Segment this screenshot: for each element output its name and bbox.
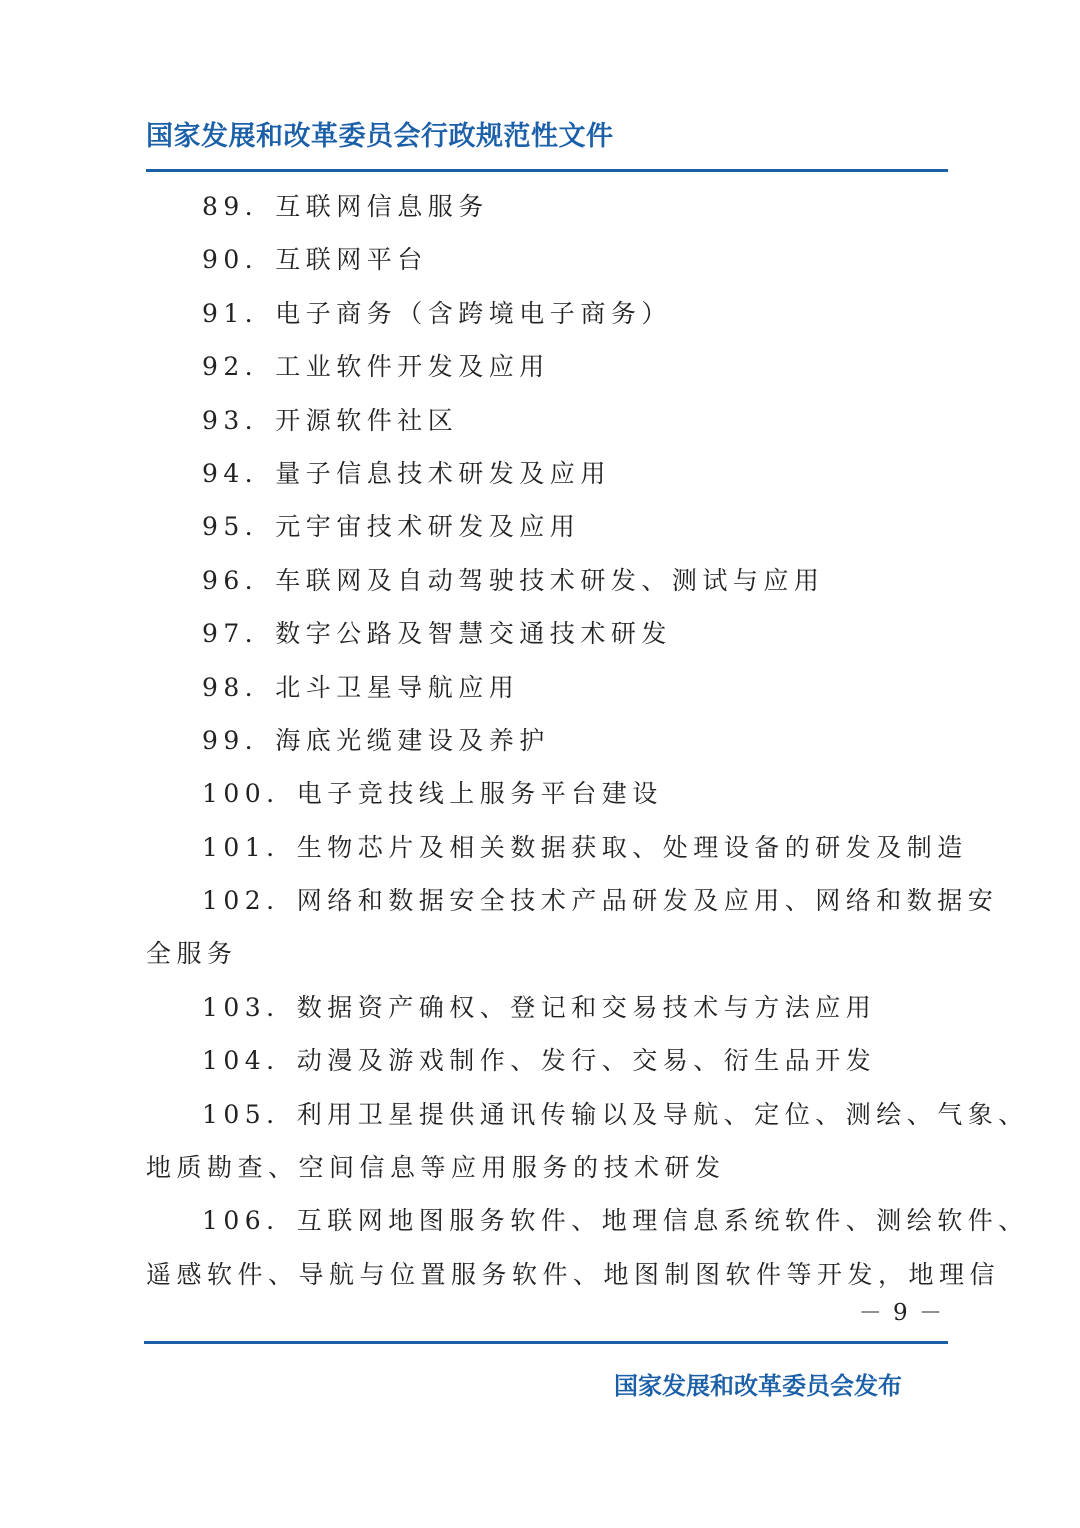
list-item: 93．开源软件社区	[202, 405, 459, 435]
list-item-continuation: 地质勘查、空间信息等应用服务的技术研发	[146, 1153, 726, 1183]
list-item: 91．电子商务（含跨境电子商务）	[202, 298, 672, 328]
document-body	[146, 180, 1029, 1301]
list-item: 104．动漫及游戏制作、发行、交易、衍生品开发	[202, 1046, 877, 1076]
page-number: － 9 －	[858, 1300, 944, 1326]
list-item: 89．互联网信息服务	[202, 192, 489, 221]
document-footer-title: 国家发展和改革委员会发布	[614, 1372, 902, 1400]
list-item: 100．电子竞技线上服务平台建设	[202, 779, 663, 809]
list-item-continuation: 全服务	[146, 939, 238, 969]
list-item: 96．车联网及自动驾驶技术研发、测试与应用	[202, 565, 825, 595]
list-item: 98．北斗卫星导航应用	[202, 672, 520, 702]
list-item: 99．海底光缆建设及养护	[202, 725, 550, 755]
list-item: 90．互联网平台	[202, 245, 428, 275]
list-item: 103．数据资产确权、登记和交易技术与方法应用	[202, 992, 877, 1022]
list-item: 95．元宇宙技术研发及应用	[202, 512, 581, 542]
header-divider	[146, 169, 948, 172]
list-item: 97．数字公路及智慧交通技术研发	[202, 619, 672, 649]
footer-divider	[144, 1341, 948, 1344]
list-item: 92．工业软件开发及应用	[202, 352, 550, 382]
document-header-title: 国家发展和改革委员会行政规范性文件	[146, 121, 614, 152]
list-item: 102．网络和数据安全技术产品研发及应用、网络和数据安	[202, 886, 999, 916]
list-item: 106．互联网地图服务软件、地理信息系统软件、测绘软件、	[202, 1206, 1029, 1236]
list-item: 105．利用卫星提供通讯传输以及导航、定位、测绘、气象、	[202, 1099, 1029, 1129]
list-item: 94．量子信息技术研发及应用	[202, 458, 611, 488]
list-item: 101．生物芯片及相关数据获取、处理设备的研发及制造	[202, 832, 968, 862]
list-item-continuation: 遥感软件、导航与位置服务软件、地图制图软件等开发，地理信	[146, 1259, 1001, 1289]
